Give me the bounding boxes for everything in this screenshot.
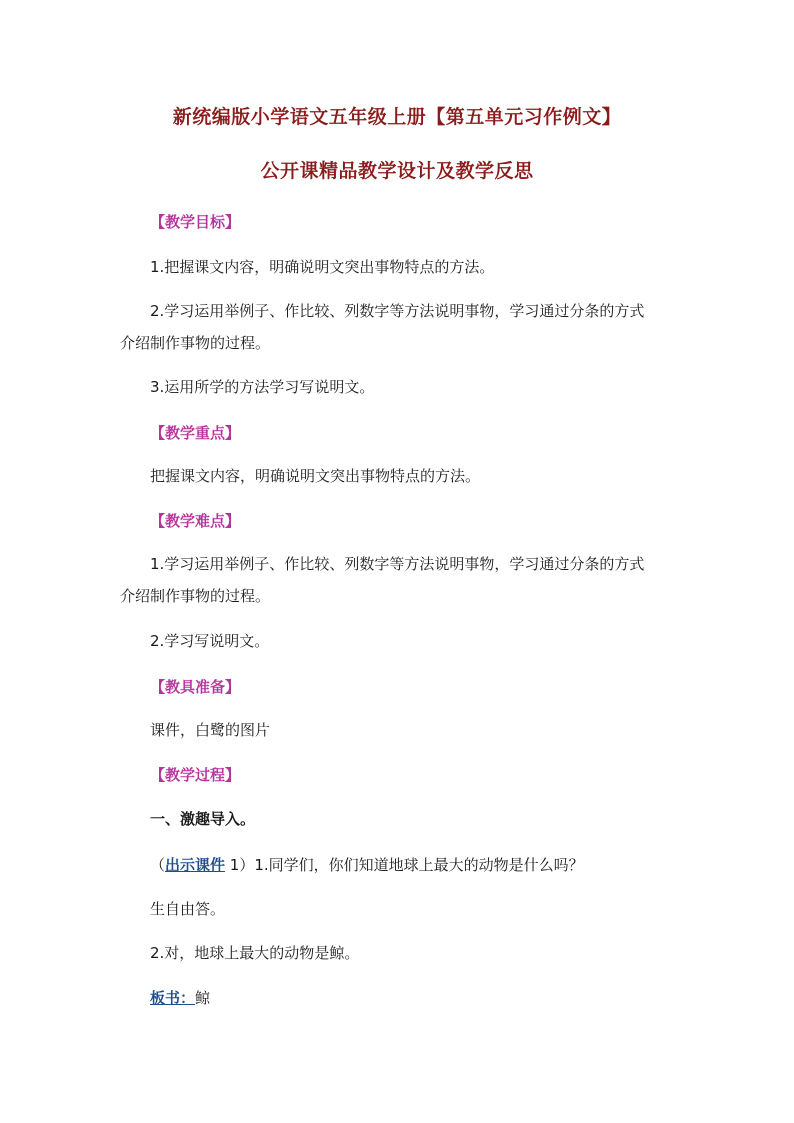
student-answer: 生自由答。 bbox=[150, 900, 226, 918]
courseware-open-paren: （ bbox=[150, 856, 166, 874]
process-heading: 【教学过程】 bbox=[150, 766, 241, 784]
courseware-question: 1）1.同学们，你们知道地球上最大的动物是什么吗？ bbox=[225, 856, 584, 874]
difficulty-item-continuation: 介绍制作事物的过程。 bbox=[120, 587, 271, 605]
courseware-link[interactable]: 出示课件 bbox=[165, 856, 226, 874]
difficulty-item: 1.学习运用举例子、作比较、列数字等方法说明事物，学习通过分条的方式 bbox=[150, 555, 645, 573]
key-points-text: 把握课文内容，明确说明文突出事物特点的方法。 bbox=[150, 467, 481, 485]
difficulties-heading: 【教学难点】 bbox=[150, 512, 241, 530]
teacher-statement: 2.对，地球上最大的动物是鲸。 bbox=[150, 944, 360, 962]
board-label: 板书： bbox=[150, 989, 196, 1007]
objective-item: 3.运用所学的方法学习写说明文。 bbox=[150, 378, 375, 396]
document-title-line1: 新统编版小学语文五年级上册【第五单元习作例文】 bbox=[172, 106, 622, 128]
courseware-line bbox=[150, 855, 584, 875]
process-step1-title: 一、激趣导入。 bbox=[150, 810, 256, 828]
document-title-line2: 公开课精品教学设计及教学反思 bbox=[260, 160, 534, 182]
objectives-heading: 【教学目标】 bbox=[150, 213, 241, 231]
materials-text: 课件，白鹭的图片 bbox=[150, 721, 271, 739]
objective-item: 1.把握课文内容，明确说明文突出事物特点的方法。 bbox=[150, 258, 495, 276]
materials-heading: 【教具准备】 bbox=[150, 678, 241, 696]
objective-item: 2.学习运用举例子、作比较、列数字等方法说明事物，学习通过分条的方式 bbox=[150, 302, 645, 320]
board-text: 鲸 bbox=[195, 989, 211, 1007]
objective-item-continuation: 介绍制作事物的过程。 bbox=[120, 334, 271, 352]
board-line bbox=[150, 988, 210, 1008]
difficulty-item: 2.学习写说明文。 bbox=[150, 632, 270, 650]
key-points-heading: 【教学重点】 bbox=[150, 424, 241, 442]
